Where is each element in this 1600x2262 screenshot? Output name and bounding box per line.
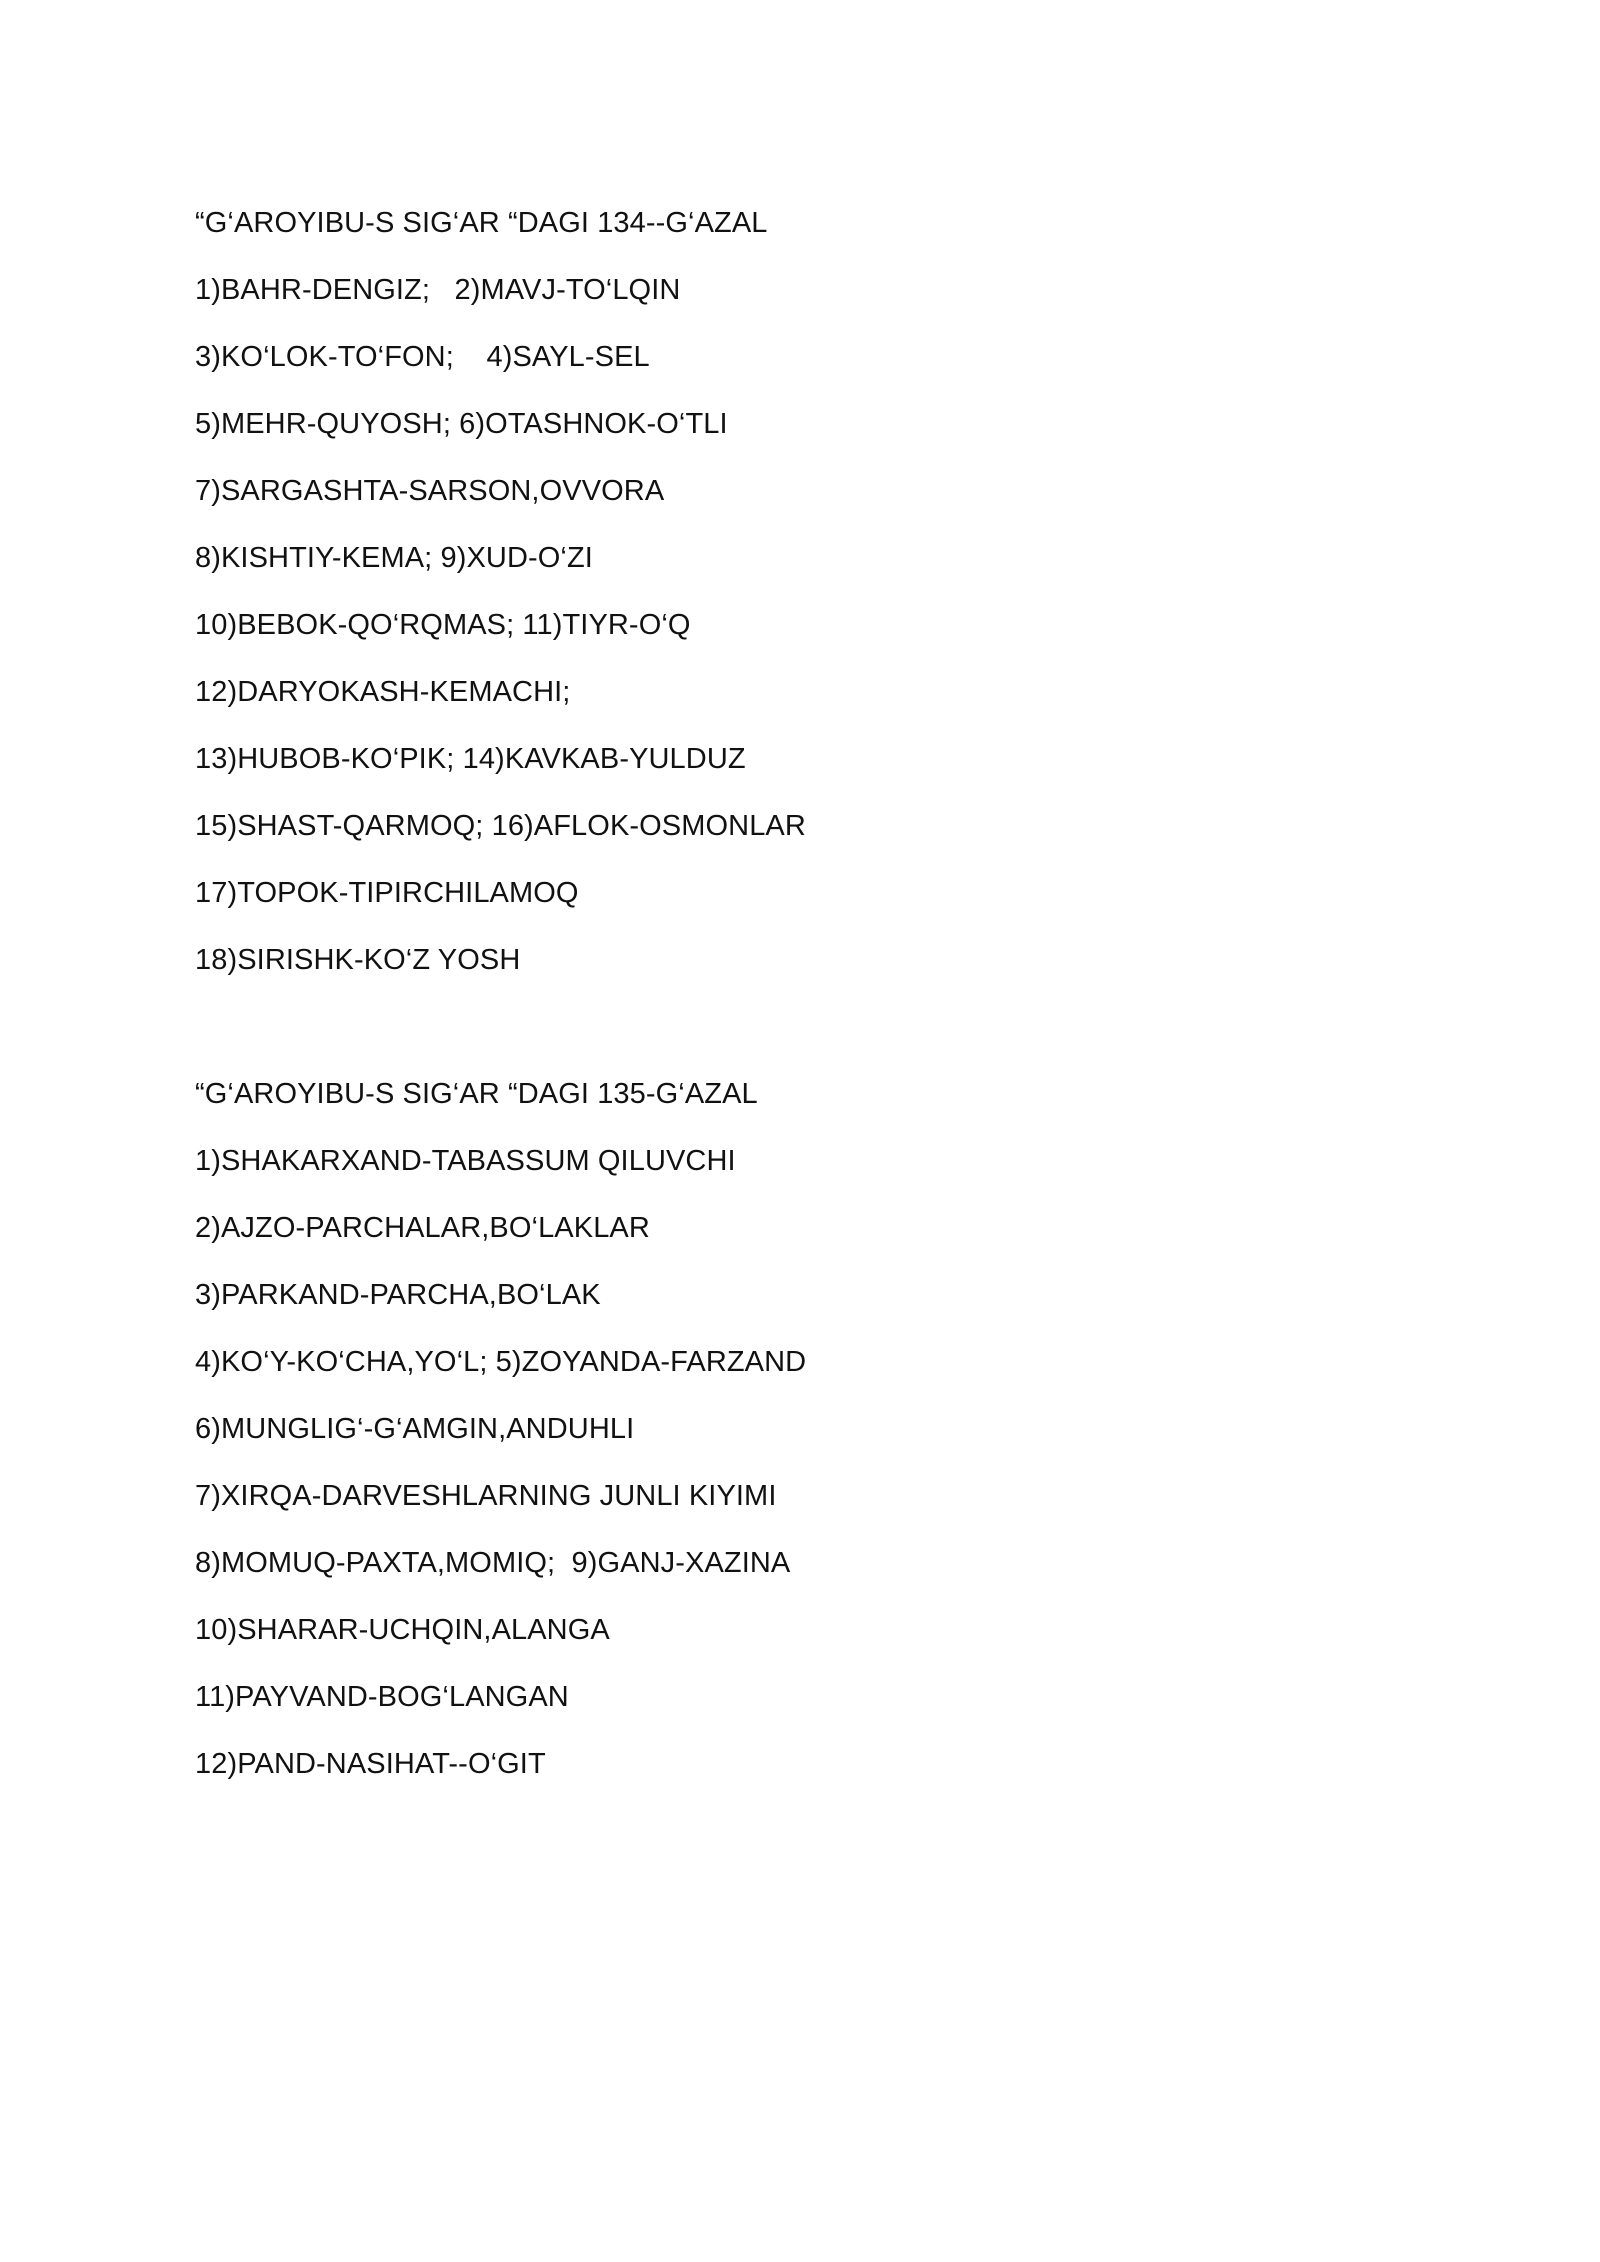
glossary-line: 8)MOMUQ-PAXTA,MOMIQ; 9)GANJ-XAZINA	[195, 1547, 791, 1579]
section-title: “G‘AROYIBU-S SIG‘AR “DAGI 135-G‘AZAL	[195, 1078, 758, 1110]
document-page	[195, 190, 1495, 1798]
glossary-line: 5)MEHR-QUYOSH; 6)OTASHNOK-O‘TLI	[195, 408, 728, 440]
glossary-line: 18)SIRISHK-KO‘Z YOSH	[195, 944, 521, 976]
glossary-line: 11)PAYVAND-BOG‘LANGAN	[195, 1681, 569, 1713]
glossary-line: 4)KO‘Y-KO‘CHA,YO‘L; 5)ZOYANDA-FARZAND	[195, 1346, 807, 1378]
glossary-line: 8)KISHTIY-KEMA; 9)XUD-O‘ZI	[195, 542, 593, 574]
glossary-line: 12)DARYOKASH-KEMACHI;	[195, 676, 571, 708]
glossary-line: 2)AJZO-PARCHALAR,BO‘LAKLAR	[195, 1212, 650, 1244]
glossary-line: 12)PAND-NASIHAT--O‘GIT	[195, 1748, 546, 1780]
glossary-line: 10)SHARAR-UCHQIN,ALANGA	[195, 1614, 610, 1646]
glossary-line: 3)PARKAND-PARCHA,BO‘LAK	[195, 1279, 601, 1311]
glossary-line: 15)SHAST-QARMOQ; 16)AFLOK-OSMONLAR	[195, 810, 806, 842]
glossary-line: 7)SARGASHTA-SARSON,OVVORA	[195, 475, 665, 507]
section-ghazal-135	[195, 1061, 1495, 1798]
glossary-line: 17)TOPOK-TIPIRCHILAMOQ	[195, 877, 579, 909]
glossary-line: 3)KO‘LOK-TO‘FON; 4)SAYL-SEL	[195, 341, 650, 373]
glossary-line: 6)MUNGLIG‘-G‘AMGIN,ANDUHLI	[195, 1413, 635, 1445]
glossary-line: 7)XIRQA-DARVESHLARNING JUNLI KIYIMI	[195, 1480, 777, 1512]
glossary-line: 1)BAHR-DENGIZ; 2)MAVJ-TO‘LQIN	[195, 274, 681, 306]
glossary-line: 1)SHAKARXAND-TABASSUM QILUVCHI	[195, 1145, 736, 1177]
section-ghazal-134	[195, 190, 1495, 994]
section-title: “G‘AROYIBU-S SIG‘AR “DAGI 134--G‘AZAL	[195, 207, 768, 239]
glossary-line: 13)HUBOB-KO‘PIK; 14)KAVKAB-YULDUZ	[195, 743, 746, 775]
glossary-line: 10)BEBOK-QO‘RQMAS; 11)TIYR-O‘Q	[195, 609, 691, 641]
